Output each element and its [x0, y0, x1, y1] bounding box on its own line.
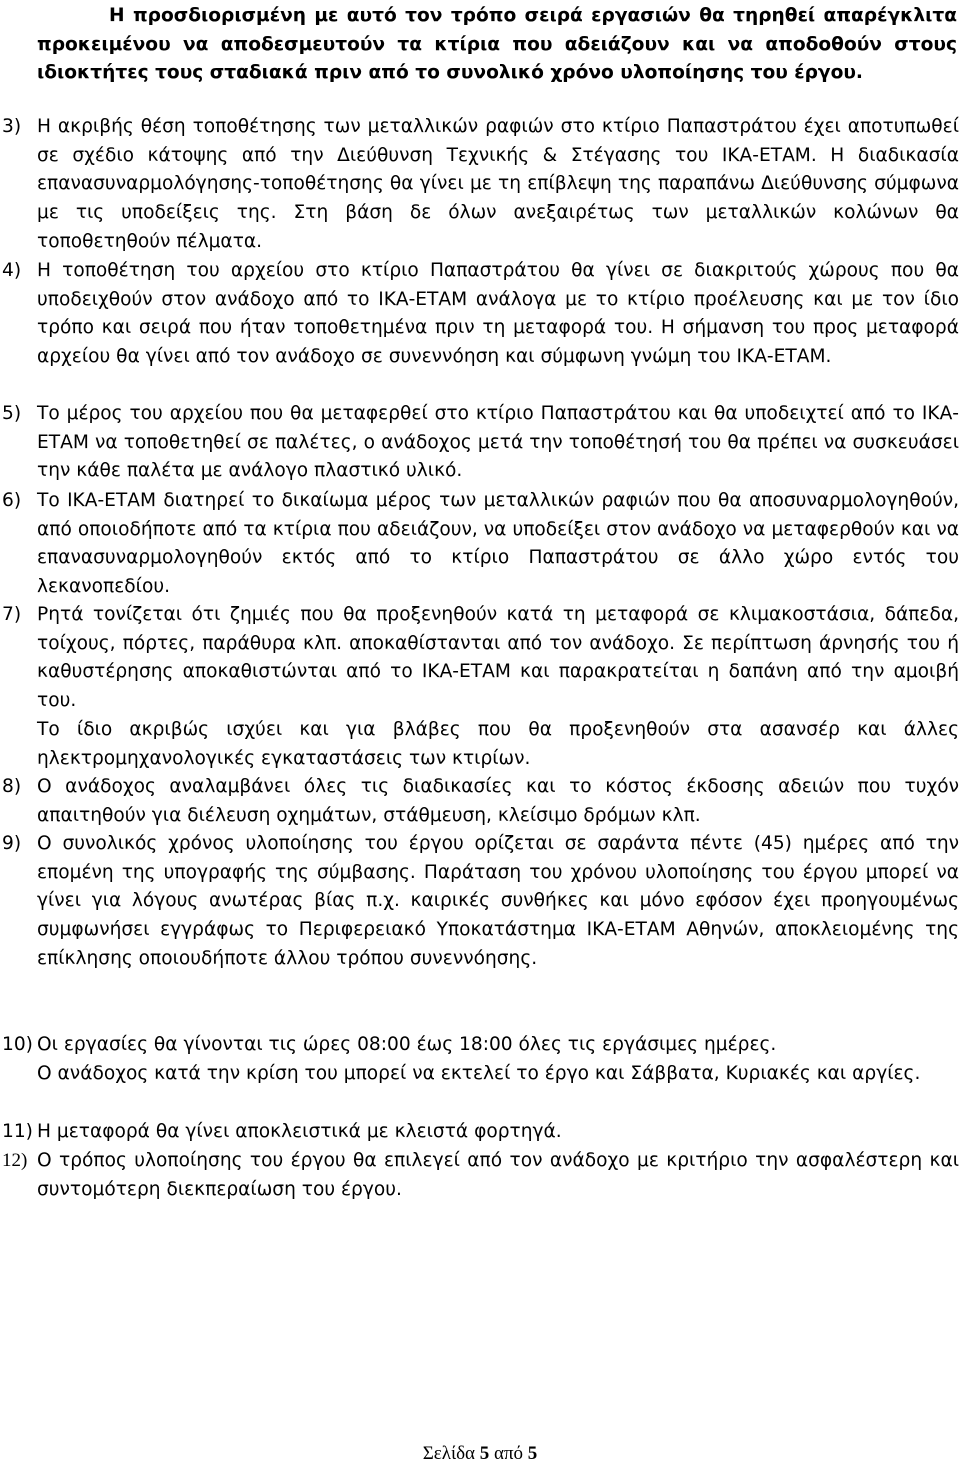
item-text: Το ΙΚΑ-ΕΤΑΜ διατηρεί το δικαίωμα μέρος των μεταλλικών ραφιών που θα αποσυναρμολογηθούν, από οποιοδήποτε από τα κτίρια που αδειάζουν, να υποδείξει στον ανάδοχο να μεταφερθούν και να επανασυναρμολογηθούν εκτός από το κτίριο Παπαστράτου σε άλλο χώρο εντός του λεκανοπεδίου. [37, 490, 959, 598]
intro-text: Η προσδιορισμένη με αυτό τον τρόπο σειρά εργασιών θα τηρηθεί απαρέγκλιτα προκειμένου να αποδεσμευτούν τα κτίρια που αδειάζουν και να αποδοθούν στους ιδιοκτήτες τους σταδιακά πριν από το συνολικό χρόνο υλοποίησης του έργου. [37, 5, 957, 84]
item-text: Ο συνολικός χρόνος υλοποίησης του έργου ορίζεται σε σαράντα πέντε (45) ημέρες από την επομένη της υπογραφής της σύμβασης. Παράταση του χρόνου υλοποίησης του έργου μπορεί να γίνει για λόγους ανωτέρας βίας π.χ. καιρικές συνθήκες και μόνο εφόσον έχει προηγουμένως συμφωνήσει εγγράφως το Περιφερειακό Υποκατάστημα ΙΚΑ-ΕΤΑΜ Αθηνών, αποκλειομένης της επίκλησης οποιουδήποτε άλλου τρόπου συνεννόησης. [37, 833, 959, 969]
item-number: 8) [2, 776, 22, 797]
list-item-7 [2, 601, 959, 773]
item-text: Η τοποθέτηση του αρχείου στο κτίριο Παπαστράτου θα γίνει σε διακριτούς χώρους που θα υποδειχθούν στον ανάδοχο από το ΙΚΑ-ΕΤΑΜ ανάλογα με το κτίριο προέλευσης και με τον ίδιο τρόπο και σειρά που ήταν τοποθετημένα πριν τη μεταφορά του. Η σήμανση του προς μεταφορά αρχείου θα γίνει από τον ανάδοχο σε συνεννόηση και σύμφωνη γνώμη του ΙΚΑ-ΕΤΑΜ. [37, 260, 959, 368]
list-item-3 [2, 113, 959, 257]
total-pages: 5 [527, 1443, 538, 1464]
item-number: 9) [2, 833, 22, 854]
page-of: από [493, 1443, 524, 1464]
item-text: Ο τρόπος υλοποίησης του έργου θα επιλεγεί από τον ανάδοχο με κριτήριο την ασφαλέστερη και συντομότερη διεκπεραίωση του έργου. [37, 1150, 959, 1200]
page-label: Σελίδα [422, 1443, 475, 1464]
item-number: 12) [2, 1150, 28, 1171]
item-number: 11) [2, 1121, 33, 1142]
item-number: 4) [2, 260, 22, 281]
list-item-6 [2, 487, 959, 602]
list-item-8 [2, 773, 959, 830]
item-text: Η ακριβής θέση τοποθέτησης των μεταλλικών ραφιών στο κτίριο Παπαστράτου έχει αποτυπωθεί σε σχέδιο κάτοψης από την Διεύθυνση Τεχνικής & Στέγασης του ΙΚΑ-ΕΤΑΜ. Η διαδικασία επανασυναρμολόγησης-τοποθέτησης θα γίνει με τη επίβλεψη της παραπάνω Διεύθυνσης σύμφωνα με τις υποδείξεις της. Στη βάση δε όλων ανεξαιρέτως των μεταλλικών κολώνων θα τοποθετηθούν πέλματα. [37, 116, 959, 252]
item-number: 3) [2, 116, 22, 137]
item-number: 5) [2, 403, 22, 424]
list-item-9 [2, 830, 959, 974]
item-text: Ο ανάδοχος αναλαμβάνει όλες τις διαδικασίες και το κόστος έκδοσης αδειών που τυχόν απαιτηθούν για διέλευση οχημάτων, στάθμευση, κλείσιμο δρόμων κλπ. [37, 776, 959, 826]
intro-paragraph [37, 2, 957, 88]
list-item-12 [2, 1147, 959, 1204]
item-number: 10) [2, 1034, 33, 1055]
item-text: Η μεταφορά θα γίνει αποκλειστικά με κλειστά φορτηγά. [37, 1121, 562, 1142]
list-item-11 [2, 1118, 959, 1147]
item-number: 6) [2, 490, 22, 511]
item-text: Οι εργασίες θα γίνονται τις ώρες 08:00 έως 18:00 όλες τις εργάσιμες ημέρες. [37, 1034, 777, 1055]
item-text-continued: Το ίδιο ακριβώς ισχύει και για βλάβες που θα προξενηθούν στα ασανσέρ και άλλες ηλεκτρομηχανολογικές εγκαταστάσεις των κτιρίων. [37, 718, 959, 769]
item-text-continued: Ο ανάδοχος κατά την κρίση του μπορεί να εκτελεί το έργο και Σάββατα, Κυριακές και αργίες. [37, 1062, 921, 1084]
item-number: 7) [2, 604, 22, 625]
list-item-10 [2, 1031, 959, 1088]
page-number [0, 1443, 960, 1465]
item-text: Το μέρος του αρχείου που θα μεταφερθεί στο κτίριο Παπαστράτου και θα υποδειχτεί από το ΙΚΑ-ΕΤΑΜ να τοποθετηθεί σε παλέτες, ο ανάδοχος μετά την τοποθέτησή του θα πρέπει να συσκευάσει την κάθε παλέτα με ανάλογο πλαστικό υλικό. [37, 403, 959, 482]
current-page: 5 [479, 1443, 490, 1464]
list-item-4 [2, 257, 959, 372]
list-item-5 [2, 400, 959, 486]
item-text: Ρητά τονίζεται ότι ζημιές που θα προξενηθούν κατά τη μεταφορά σε κλιμακοστάσια, δάπεδα, τοίχους, πόρτες, παράθυρα κλπ. αποκαθίστανται από τον ανάδοχο. Σε περίπτωση άρνησής του ή καθυστέρησης αποκαθιστώνται από το ΙΚΑ-ΕΤΑΜ και παρακρατείται η δαπάνη από την αμοιβή του. [37, 604, 959, 712]
